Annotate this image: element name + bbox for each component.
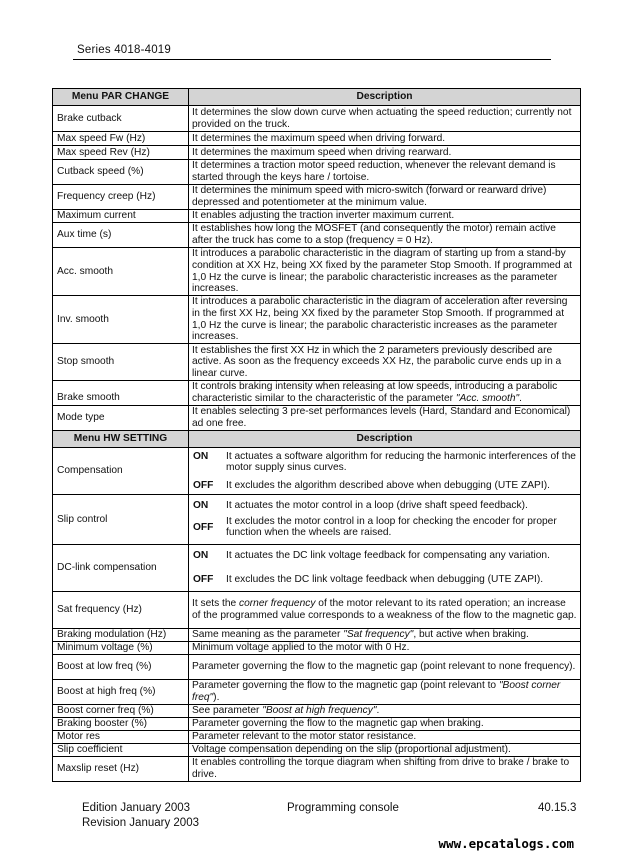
param-description: Parameter relevant to the motor stator resistance. xyxy=(189,731,581,744)
param-name: Slip control xyxy=(53,495,189,545)
off-option xyxy=(192,516,577,539)
param-name: Braking booster (%) xyxy=(53,718,189,731)
param-name: Motor res xyxy=(53,731,189,744)
off-option xyxy=(192,574,577,586)
param-description: It determines the minimum speed with micro-switch (forward or rearward drive) depressed and potentiometer at the minimum value. xyxy=(189,185,581,210)
table-row xyxy=(53,744,581,757)
param-name: Minimum voltage (%) xyxy=(53,642,189,655)
table-row xyxy=(53,592,581,629)
description-text: . xyxy=(376,705,380,717)
table-row xyxy=(53,545,581,592)
param-name: Max speed Rev (Hz) xyxy=(53,146,189,160)
footer-page-number: 40.15.3 xyxy=(538,802,577,814)
param-name: DC-link compensation xyxy=(53,545,189,592)
param-description: It establishes how long the MOSFET (and consequently the motor) remain active after the truck has come to a stop (frequency = 0 Hz). xyxy=(189,223,581,248)
off-option xyxy=(192,480,577,492)
param-description xyxy=(189,592,581,629)
description-heading: Description xyxy=(189,431,581,448)
description-text: , but active when braking. xyxy=(413,629,529,641)
param-name: Frequency creep (Hz) xyxy=(53,185,189,210)
table-row xyxy=(53,718,581,731)
document-series-title: Series 4018-4019 xyxy=(77,44,171,56)
table-row xyxy=(53,655,581,680)
off-label: OFF xyxy=(193,574,214,585)
param-description xyxy=(189,629,581,642)
param-description: Parameter governing the flow to the magnetic gap (point relevant to none frequency). xyxy=(189,655,581,680)
table-row xyxy=(53,705,581,718)
description-text: of the motor relevant to its rated operation; an increase of the programmed value corresponds to a weakness of the flow to the magnetic gap. xyxy=(192,598,577,621)
param-name: Max speed Fw (Hz) xyxy=(53,132,189,146)
param-name: Maximum current xyxy=(53,210,189,223)
param-description: It determines a traction motor speed reduction, whenever the relevant demand is started through the keys hare / tortoise. xyxy=(189,160,581,185)
description-emphasis: "Acc. smooth" xyxy=(455,393,520,404)
footer-revision: Revision January 2003 xyxy=(82,817,199,829)
table-row xyxy=(53,296,581,344)
table-row xyxy=(53,185,581,210)
param-description: It introduces a parabolic characteristic in the diagram of acceleration after reversing in the first XX Hz, being XX fixed by the parameter Stop Smooth. If programmed at 1,0 Hz the curve is linear; the parabolic characteristic increases as the parameter increases. xyxy=(189,296,581,344)
param-name: Inv. smooth xyxy=(53,296,189,344)
off-label: OFF xyxy=(193,479,214,491)
description-text: Same meaning as the parameter xyxy=(192,629,344,641)
table-row xyxy=(53,495,581,545)
param-description xyxy=(189,448,581,495)
on-label: ON xyxy=(193,500,209,512)
footer-edition: Edition January 2003 xyxy=(82,802,191,814)
param-name: Compensation xyxy=(53,448,189,495)
param-name: Braking modulation (Hz) xyxy=(53,629,189,642)
on-description: It actuates the DC link voltage feedback for compensating any variation. xyxy=(226,550,550,562)
table-row xyxy=(53,731,581,744)
description-emphasis: corner frequency xyxy=(239,598,316,610)
table-row xyxy=(53,248,581,296)
table-row xyxy=(53,146,581,160)
on-label: ON xyxy=(193,450,209,462)
on-description: It actuates a software algorithm for reducing the harmonic interferences of the motor supply sinus curves. xyxy=(226,450,576,474)
param-name: Brake smooth xyxy=(53,381,189,406)
par-change-header-row xyxy=(53,89,581,106)
menu-par-change-heading: Menu PAR CHANGE xyxy=(53,89,189,106)
table-row xyxy=(53,629,581,642)
param-name: Sat frequency (Hz) xyxy=(53,592,189,629)
param-name: Stop smooth xyxy=(53,344,189,381)
description-text: It controls braking intensity when releasing at low speeds, introducing a parabolic characteristic similar to the characteristic of the parameter xyxy=(192,381,558,404)
param-description: It enables controlling the torque diagram when shifting from drive to brake / brake to drive. xyxy=(189,757,581,782)
footer-section-title: Programming console xyxy=(287,802,399,814)
table-row xyxy=(53,406,581,431)
param-description: It enables selecting 3 pre-set performances levels (Hard, Standard and Economical) ad one free. xyxy=(189,406,581,431)
table-row xyxy=(53,106,581,132)
param-description xyxy=(189,545,581,592)
on-description: It actuates the motor control in a loop (drive shaft speed feedback). xyxy=(226,500,528,512)
table-row xyxy=(53,680,581,705)
on-label: ON xyxy=(193,550,209,562)
table-row xyxy=(53,448,581,495)
param-description: It determines the slow down curve when actuating the speed reduction; currently not provided on the truck. xyxy=(189,106,581,132)
off-label: OFF xyxy=(193,521,214,533)
description-emphasis: "Boost corner freq" xyxy=(192,680,561,703)
table-row xyxy=(53,132,581,146)
on-option xyxy=(192,500,577,512)
table-row xyxy=(53,160,581,185)
menu-hw-setting-heading: Menu HW SETTING xyxy=(53,431,189,448)
description-text: ). xyxy=(213,692,220,703)
param-description: Minimum voltage applied to the motor with 0 Hz. xyxy=(189,642,581,655)
param-name: Boost at low freq (%) xyxy=(53,655,189,680)
table-row xyxy=(53,642,581,655)
param-description xyxy=(189,680,581,705)
off-description: It excludes the DC link voltage feedback when debugging (UTE ZAPI). xyxy=(226,574,544,585)
watermark-url: www.epcatalogs.com xyxy=(438,836,574,851)
table-row xyxy=(53,223,581,248)
description-text: It sets the xyxy=(192,598,239,610)
param-description xyxy=(189,495,581,545)
param-description xyxy=(189,381,581,406)
table-row xyxy=(53,381,581,406)
param-name: Boost at high freq (%) xyxy=(53,680,189,705)
param-name: Mode type xyxy=(53,406,189,431)
param-name: Cutback speed (%) xyxy=(53,160,189,185)
description-emphasis: "Sat frequency" xyxy=(343,629,414,641)
parameters-table xyxy=(52,88,581,782)
param-name: Maxslip reset (Hz) xyxy=(53,757,189,782)
hw-setting-header-row xyxy=(53,431,581,448)
param-description: Parameter governing the flow to the magnetic gap when braking. xyxy=(189,718,581,731)
description-emphasis: "Boost at high frequency" xyxy=(262,705,377,717)
description-heading: Description xyxy=(189,89,581,106)
param-description: It determines the maximum speed when driving forward. xyxy=(189,132,581,146)
param-description: It establishes the first XX Hz in which the 2 parameters previously described are active. As soon as the frequency exceeds XX Hz, the parabolic curve ends up in a linear curve. xyxy=(189,344,581,381)
header-divider xyxy=(73,59,551,60)
param-description: Voltage compensation depending on the slip (proportional adjustment). xyxy=(189,744,581,757)
description-text: . xyxy=(519,393,522,404)
off-description: It excludes the motor control in a loop for checking the encoder for proper function when the wheels are raised. xyxy=(226,515,557,539)
param-name: Aux time (s) xyxy=(53,223,189,248)
param-name: Boost corner freq (%) xyxy=(53,705,189,718)
table-row xyxy=(53,757,581,782)
param-name: Acc. smooth xyxy=(53,248,189,296)
param-description: It determines the maximum speed when driving rearward. xyxy=(189,146,581,160)
on-option xyxy=(192,451,577,474)
table-row xyxy=(53,210,581,223)
param-description xyxy=(189,705,581,718)
off-description: It excludes the algorithm described above when debugging (UTE ZAPI). xyxy=(226,479,550,491)
param-name: Slip coefficient xyxy=(53,744,189,757)
description-text: Parameter governing the flow to the magnetic gap (point relevant to xyxy=(192,680,499,692)
param-name: Brake cutback xyxy=(53,106,189,132)
table-row xyxy=(53,344,581,381)
param-description: It introduces a parabolic characteristic in the diagram of starting up from a stand-by condition at XX Hz, being XX fixed by the parameter Stop Smooth. If programmed at 1,0 Hz the curve is linear; the parabolic characteristic increases as the parameter increases. xyxy=(189,248,581,296)
param-description: It enables adjusting the traction inverter maximum current. xyxy=(189,210,581,223)
on-option xyxy=(192,550,577,562)
description-text: See parameter xyxy=(192,705,263,717)
